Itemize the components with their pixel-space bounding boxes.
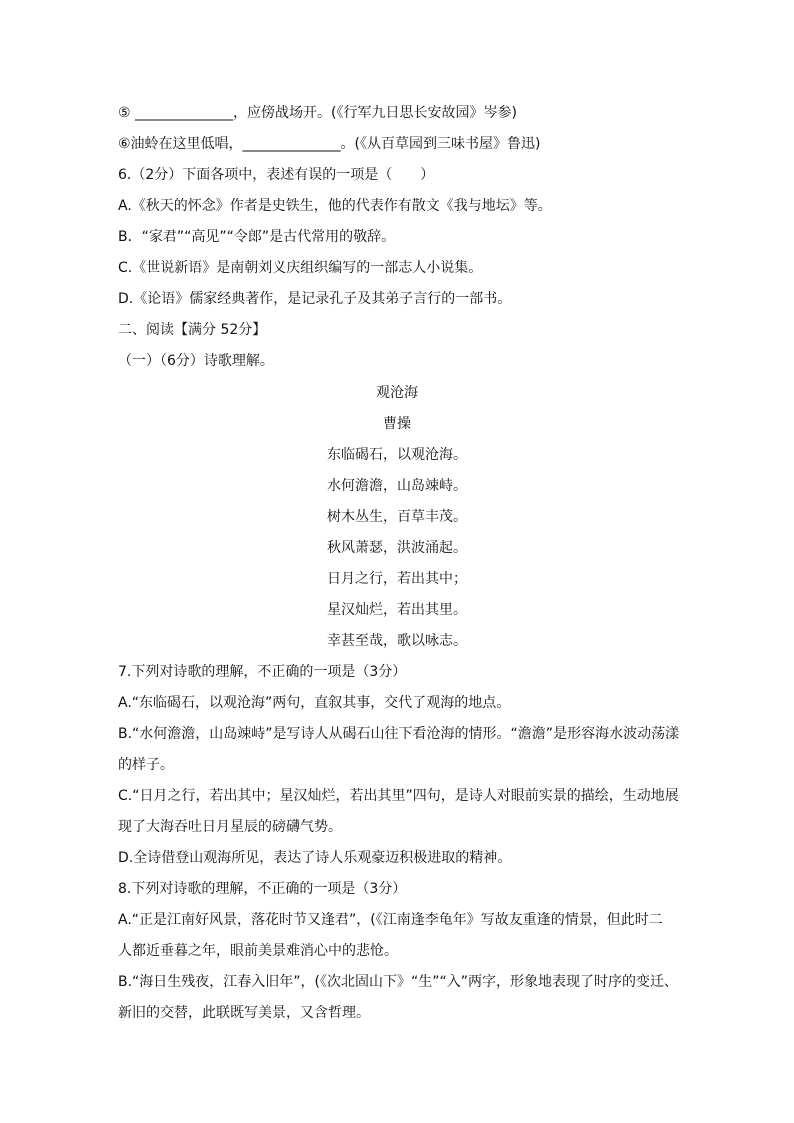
poem-title: 观沧海: [376, 385, 418, 401]
question-8-option-a-line-1: A.“正是江南好风景，落花时节又逢君”，(《江南逢李龟年》写故友重逢的情景，但此时二: [118, 912, 663, 928]
fill-in-item-5: ⑤ ______________，应傍战场开。(《行军九日思长安故园》岑参): [118, 105, 517, 121]
question-7-option-c-line-2: 现了大海吞吐日月星辰的磅礴气势。: [118, 819, 342, 835]
question-8-option-b-line-1: B.“海日生残夜，江春入旧年”，(《次北固山下》“生”“入”两字，形象地表现了时序的变迁、: [118, 974, 679, 990]
question-7-stem: 7.下列对诗歌的理解，不正确的一项是（3分）: [118, 664, 407, 680]
poem-line: 日月之行，若出其中；: [327, 571, 467, 587]
section-2-part-1-heading: （一）（6分）诗歌理解。: [118, 353, 274, 369]
poem-line: 东临碣石，以观沧海。: [327, 447, 467, 463]
question-7-option-a: A.“东临碣石，以观沧海”两句，直叙其事，交代了观海的地点。: [118, 695, 511, 711]
question-7-option-b-line-2: 的样子。: [118, 757, 174, 773]
question-6-option-d: D.《论语》儒家经典著作，是记录孔子及其弟子言行的一部书。: [118, 291, 512, 307]
poem-author: 曹操: [383, 416, 411, 432]
question-8-option-b-line-2: 新旧的交替，此联既写美景，又含哲理。: [118, 1005, 370, 1021]
poem-line: 星汉灿烂，若出其里。: [327, 602, 467, 618]
poem-line: 水何澹澹，山岛竦峙。: [327, 478, 467, 494]
section-2-heading: 二、阅读【满分 52分】: [118, 322, 267, 338]
question-6-option-a: A.《秋天的怀念》作者是史铁生，他的代表作有散文《我与地坛》等。: [118, 198, 552, 214]
question-6-stem: 6.（2分）下面各项中，表述有误的一项是（ ）: [118, 167, 435, 183]
question-8-stem: 8.下列对诗歌的理解，不正确的一项是（3分）: [118, 881, 407, 897]
question-8-option-a-line-2: 人都近垂暮之年，眼前美景难消心中的悲怆。: [118, 943, 398, 959]
question-7-option-c-line-1: C.“日月之行，若出其中；星汉灿烂，若出其里”四句，是诗人对眼前实景的描绘，生动地展: [118, 788, 679, 804]
poem-line: 幸甚至哉，歌以咏志。: [327, 633, 467, 649]
poem-line: 秋风萧瑟，洪波涌起。: [327, 540, 467, 556]
question-6-option-c: C.《世说新语》是南朝刘义庆组织编写的一部志人小说集。: [118, 260, 483, 276]
question-6-option-b: B．“家君”“高见”“令郎”是古代常用的敬辞。: [118, 229, 396, 245]
fill-in-item-6: ⑥油蛉在这里低唱，______________。(《从百草园到三味书屋》鲁迅): [118, 136, 541, 152]
question-7-option-d: D.全诗借登山观海所见，表达了诗人乐观豪迈积极进取的精神。: [118, 850, 512, 866]
question-7-option-b-line-1: B.“水何澹澹，山岛竦峙”是写诗人从碣石山往下看沧海的情形。“澹澹”是形容海水波动荡漾: [118, 726, 680, 742]
poem-line: 树木丛生，百草丰茂。: [327, 509, 467, 525]
